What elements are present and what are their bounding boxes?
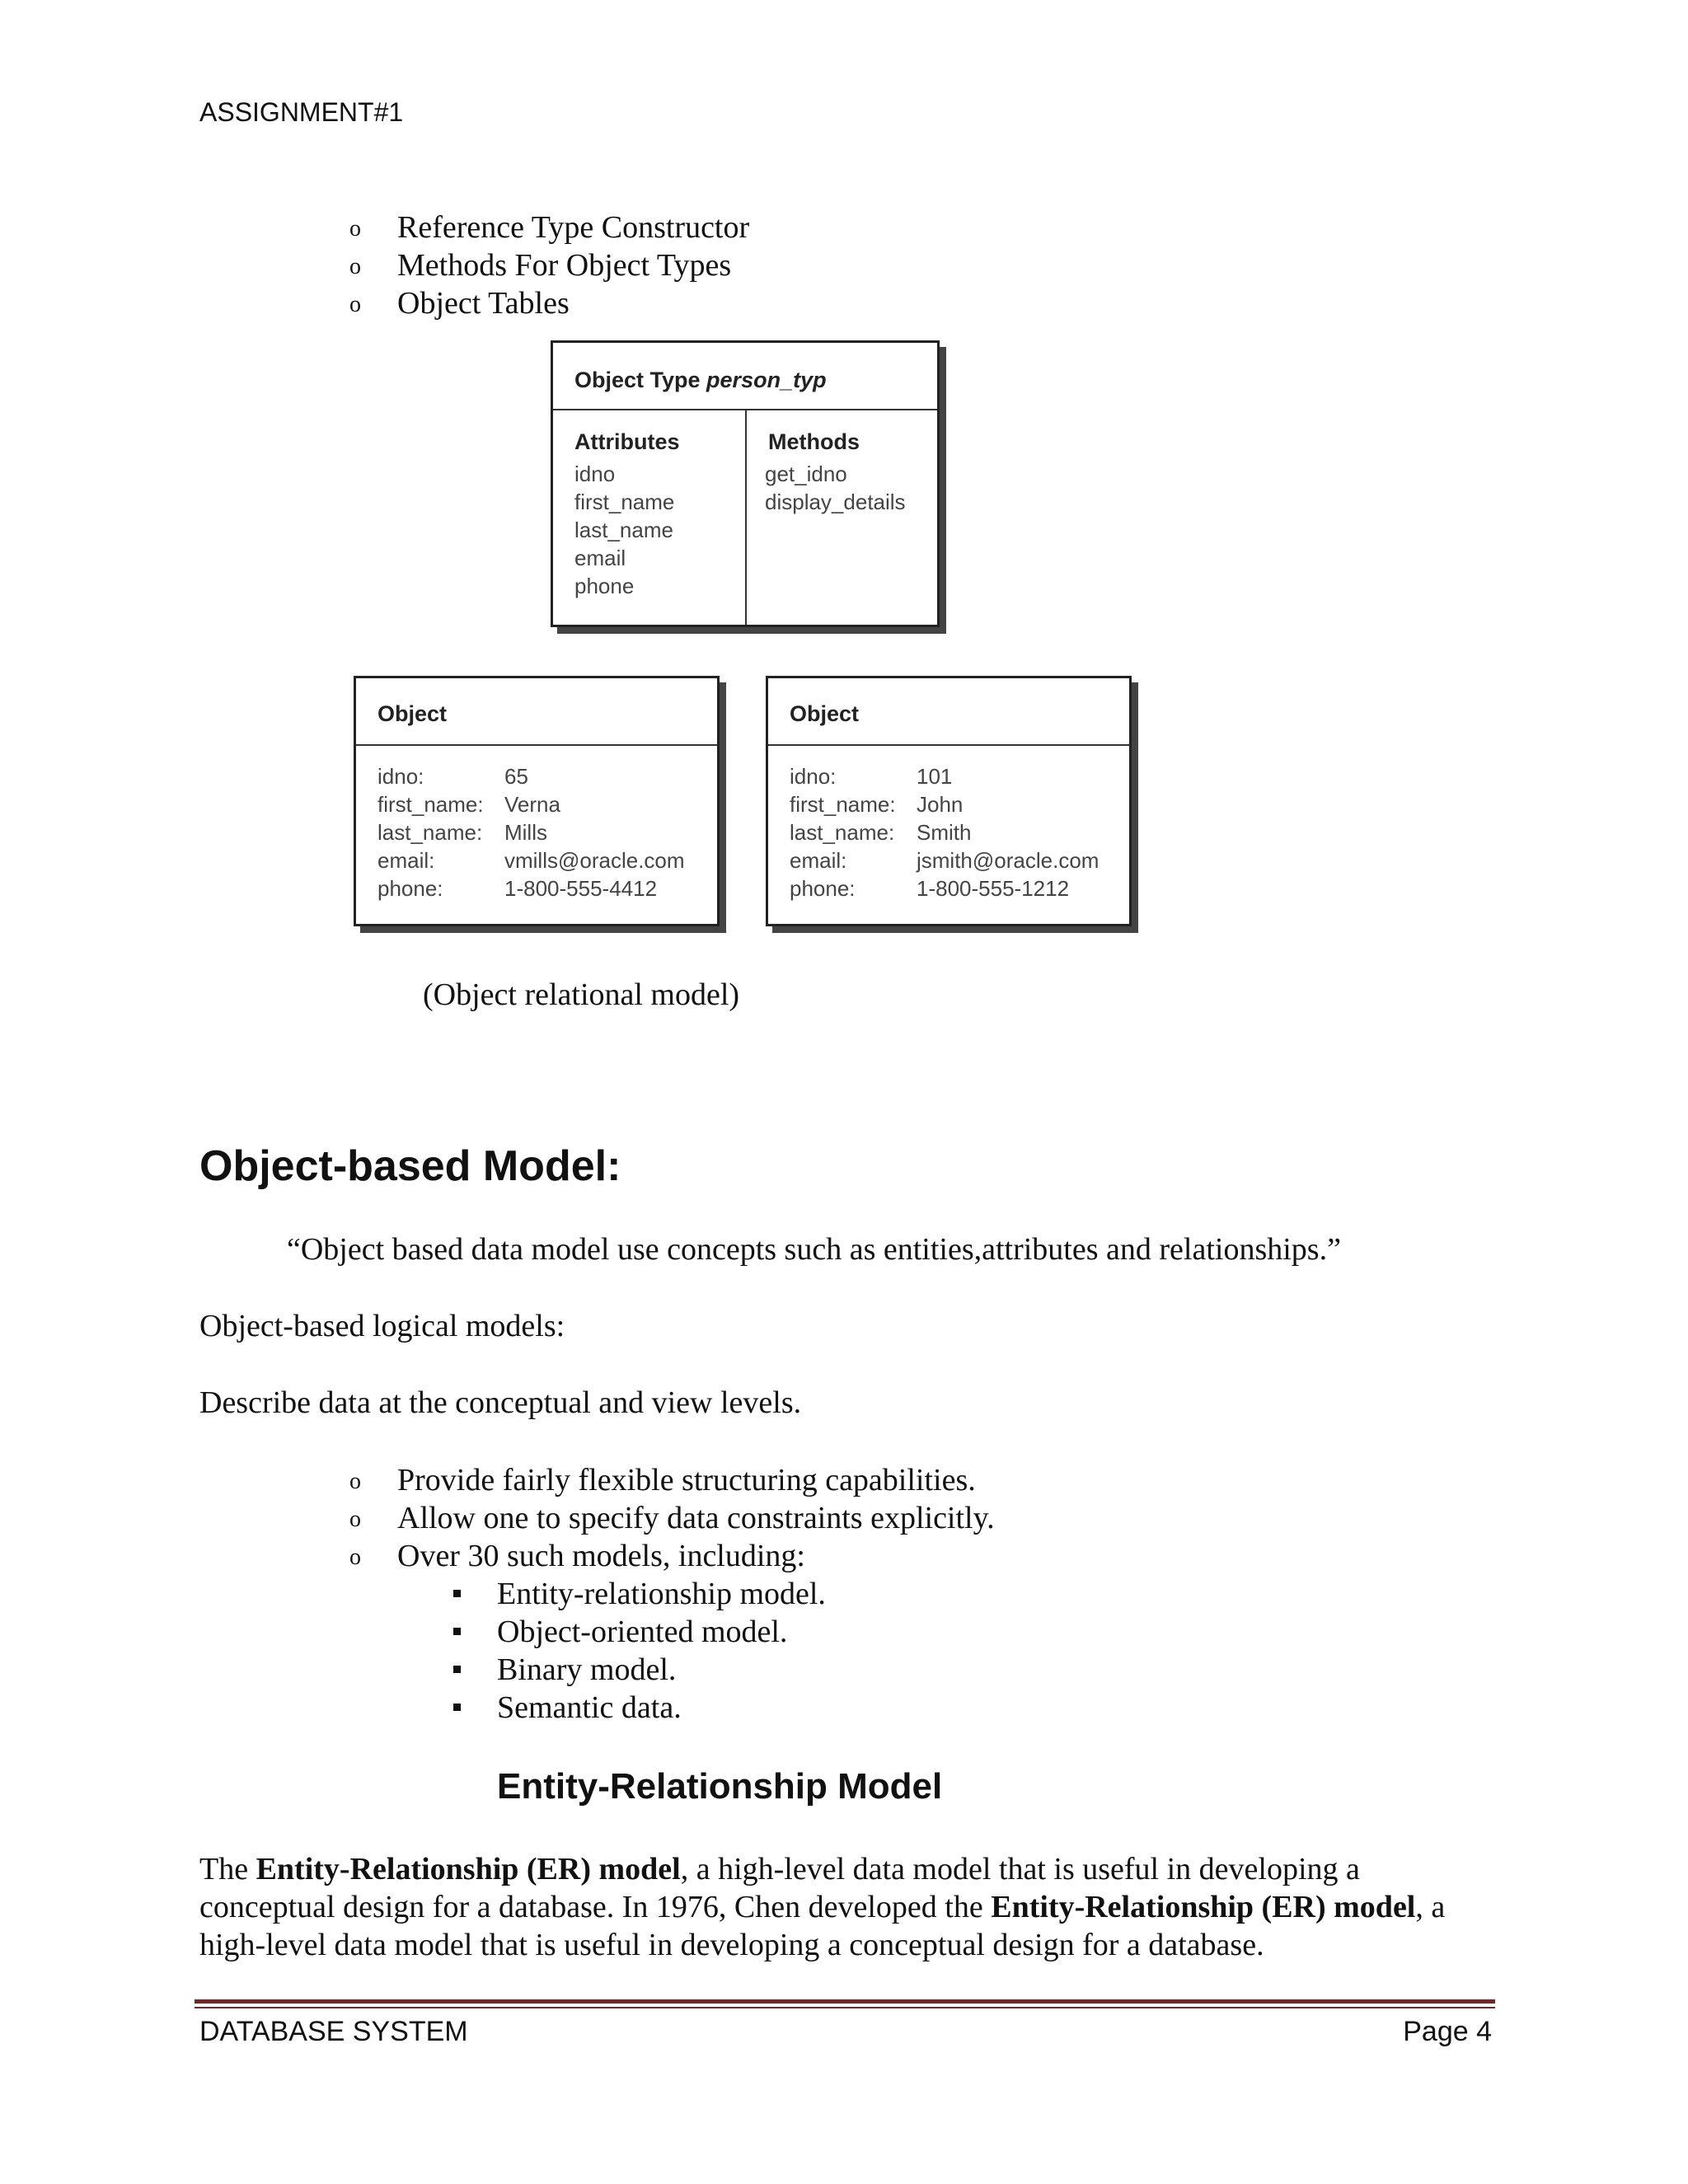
bold-term: Entity-Relationship (ER) model bbox=[991, 1890, 1416, 1924]
column-divider bbox=[745, 409, 747, 625]
square-bullet-icon bbox=[453, 1590, 461, 1597]
field-values bbox=[917, 762, 1099, 902]
list-item bbox=[349, 209, 750, 246]
bullet-marker: o bbox=[349, 1469, 361, 1494]
field-value: John bbox=[917, 792, 964, 817]
list-item bbox=[349, 284, 570, 322]
method: display_details bbox=[765, 490, 906, 514]
field-key: first_name: bbox=[377, 792, 484, 817]
er-paragraph bbox=[199, 1850, 1493, 1964]
page-header: ASSIGNMENT#1 bbox=[199, 97, 404, 127]
attribute: idno bbox=[574, 462, 616, 486]
field-value: Smith bbox=[917, 820, 972, 845]
attribute: phone bbox=[574, 574, 635, 598]
footer-rule-thin bbox=[195, 2007, 1495, 2008]
list-item-text: Over 30 such models, including: bbox=[397, 1539, 805, 1573]
sub-list-item bbox=[497, 1689, 682, 1727]
list-item-text: Binary model. bbox=[497, 1652, 677, 1687]
square-bullet-icon bbox=[453, 1628, 461, 1635]
field-value: Mills bbox=[504, 820, 547, 845]
figure-caption: (Object relational model) bbox=[423, 977, 740, 1012]
object-title: Object bbox=[377, 701, 448, 726]
field-keys bbox=[790, 762, 896, 902]
list-item-text: Provide fairly flexible structuring capabilities. bbox=[397, 1463, 976, 1497]
object-instance-box bbox=[766, 676, 1132, 926]
sub-list-item bbox=[497, 1651, 676, 1689]
methods-label: Methods bbox=[768, 429, 860, 454]
list-item-text: Methods For Object Types bbox=[397, 248, 732, 283]
list-item-text: Object-oriented model. bbox=[497, 1615, 788, 1649]
section-heading: Object-based Model: bbox=[199, 1142, 621, 1190]
bullet-marker: o bbox=[349, 216, 361, 241]
field-key: first_name: bbox=[790, 792, 896, 817]
field-value: 1-800-555-4412 bbox=[504, 876, 658, 901]
field-key: phone: bbox=[377, 876, 443, 901]
sub-list-item bbox=[497, 1613, 787, 1651]
field-key: email: bbox=[377, 848, 435, 873]
field-key: last_name: bbox=[377, 820, 483, 845]
field-values bbox=[504, 762, 685, 902]
list-item bbox=[349, 1537, 805, 1575]
attribute: last_name bbox=[574, 518, 673, 542]
list-item bbox=[349, 1499, 995, 1537]
object-type-title-prefix: Object Type bbox=[574, 368, 707, 392]
list-item-text: Object Tables bbox=[397, 286, 570, 321]
list-item-text: Entity-relationship model. bbox=[497, 1577, 826, 1611]
subsection-heading: Entity-Relationship Model bbox=[497, 1766, 943, 1807]
object-type-box bbox=[551, 340, 940, 627]
list-item bbox=[349, 1461, 976, 1499]
paragraph: Object-based logical models: bbox=[199, 1309, 565, 1343]
bold-term: Entity-Relationship (ER) model bbox=[256, 1852, 681, 1886]
field-value: 1-800-555-1212 bbox=[917, 876, 1070, 901]
text-run: , a high-level data model that is useful in developing a conceptual design for a database. bbox=[199, 1890, 1446, 1962]
field-keys bbox=[377, 762, 484, 902]
method: get_idno bbox=[765, 462, 847, 486]
attribute: first_name bbox=[574, 490, 675, 514]
field-key: idno: bbox=[790, 764, 837, 789]
object-title: Object bbox=[790, 701, 860, 726]
sub-list-item bbox=[497, 1575, 826, 1613]
footer-rule bbox=[195, 1999, 1495, 2004]
field-key: idno: bbox=[377, 764, 424, 789]
object-type-title bbox=[574, 368, 827, 393]
bullet-marker: o bbox=[349, 1544, 361, 1570]
bullet-marker: o bbox=[349, 1507, 361, 1532]
list-item bbox=[349, 246, 732, 284]
bullet-marker: o bbox=[349, 292, 361, 317]
field-key: email: bbox=[790, 848, 847, 873]
object-type-name: person_typ bbox=[706, 368, 827, 392]
field-key: last_name: bbox=[790, 820, 895, 845]
text-run: , a high-level data model that is useful in developing a conceptual design for a database. In 1976, Chen developed the bbox=[199, 1852, 1360, 1924]
square-bullet-icon bbox=[453, 1704, 461, 1711]
list-item-text: Allow one to specify data constraints explicitly. bbox=[397, 1501, 995, 1535]
field-value: Verna bbox=[504, 792, 560, 817]
attribute: email bbox=[574, 546, 626, 570]
quote-text: “Object based data model use concepts such as entities,attributes and relationships.” bbox=[287, 1232, 1341, 1267]
attributes-list bbox=[574, 460, 674, 600]
bullet-marker: o bbox=[349, 254, 361, 279]
field-value: 101 bbox=[917, 764, 953, 789]
square-bullet-icon bbox=[453, 1666, 461, 1673]
divider bbox=[768, 744, 1129, 746]
list-item-text: Reference Type Constructor bbox=[397, 210, 750, 245]
text-run: The bbox=[199, 1852, 256, 1886]
attributes-label: Attributes bbox=[574, 429, 680, 454]
object-instance-box bbox=[354, 676, 720, 926]
field-value: jsmith@oracle.com bbox=[917, 848, 1100, 873]
divider bbox=[356, 744, 717, 746]
paragraph: Describe data at the conceptual and view levels. bbox=[199, 1385, 802, 1420]
list-item-text: Semantic data. bbox=[497, 1690, 682, 1725]
field-key: phone: bbox=[790, 876, 856, 901]
footer-title: DATABASE SYSTEM bbox=[199, 2016, 468, 2047]
page-number: Page 4 bbox=[1403, 2016, 1492, 2047]
field-value: 65 bbox=[504, 764, 528, 789]
field-value: vmills@oracle.com bbox=[504, 848, 685, 873]
methods-list bbox=[765, 460, 906, 516]
